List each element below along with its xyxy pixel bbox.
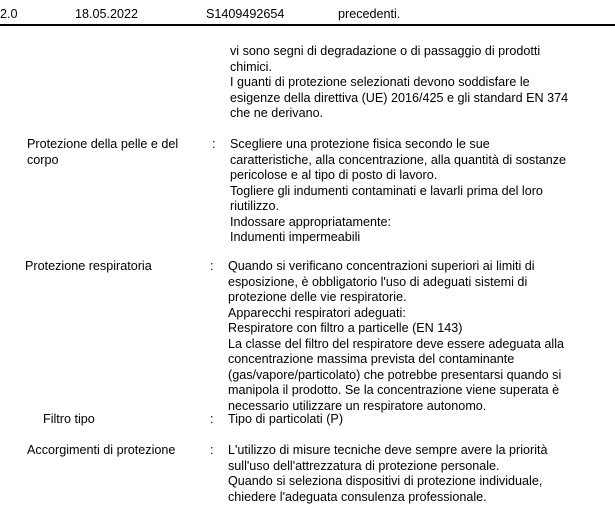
respiratory-protection-colon: : xyxy=(210,259,214,273)
text-line: che ne derivano. xyxy=(230,106,324,120)
label-line: corpo xyxy=(27,152,59,167)
text-line: riutilizzo. xyxy=(230,199,279,213)
respiratory-protection-text xyxy=(228,259,564,414)
text-line: Respiratore con filtro a particelle (EN 143) xyxy=(228,321,463,335)
text-line: protezione delle vie respiratorie. xyxy=(228,290,407,304)
text-line: necessario utilizzare un respiratore autonomo. xyxy=(228,398,487,413)
skin-protection-text xyxy=(230,137,566,246)
text-line: manipola il prodotto. Se la concentrazione viene superata è xyxy=(228,383,560,397)
text-line: chimici. xyxy=(230,59,272,74)
previous-version-note: precedenti. xyxy=(338,7,401,21)
text-line: caratteristiche, alla concentrazione, alla quantità di sostanze xyxy=(230,152,567,167)
filter-type-value: Tipo di particolati (P) xyxy=(228,412,344,426)
document-header xyxy=(0,0,615,26)
text-line: Apparecchi respiratori adeguati: xyxy=(228,305,406,320)
text-line: Quando si seleziona dispositivi di protezione individuale, xyxy=(228,474,543,488)
text-line: esigenze della direttiva (UE) 2016/425 e gli standard EN 374 xyxy=(230,90,569,105)
gloves-continuation-text xyxy=(230,44,568,122)
text-line: (gas/vapore/particolato) che potrebbe presentarsi quando si xyxy=(228,367,562,382)
text-line: chiedere l'adeguata consulenza professionale. xyxy=(228,489,487,504)
label-line: Protezione della pelle e del xyxy=(27,137,179,151)
text-line: concentrazione massima prevista del contaminante xyxy=(228,352,515,366)
text-line: Indumenti impermeabili xyxy=(230,230,361,244)
text-line: vi sono segni di degradazione o di passaggio di prodotti xyxy=(230,44,541,58)
filter-type-label: Filtro tipo xyxy=(43,412,95,426)
protection-measures-colon: : xyxy=(210,443,214,457)
revision-date: 18.05.2022 xyxy=(75,7,139,21)
text-line: I guanti di protezione selezionati devono soddisfare le xyxy=(230,75,530,89)
text-line: Quando si verificano concentrazioni superiori ai limiti di xyxy=(228,259,535,273)
text-line: Indossare appropriatamente: xyxy=(230,214,392,229)
text-line: La classe del filtro del respiratore deve essere adeguata alla xyxy=(228,336,565,351)
version-number: 2.0 xyxy=(0,7,18,21)
skin-protection-colon: : xyxy=(212,137,216,151)
respiratory-protection-label: Protezione respiratoria xyxy=(25,259,152,273)
text-line: L'utilizzo di misure tecniche deve sempre avere la priorità xyxy=(228,443,548,457)
text-line: Togliere gli indumenti contaminati e lavarli prima del loro xyxy=(230,183,543,198)
text-line: esposizione, è obbligatorio l'uso di adeguati sistemi di xyxy=(228,274,528,289)
skin-protection-label xyxy=(27,137,178,168)
text-line: Scegliere una protezione fisica secondo le sue xyxy=(230,137,490,151)
sds-number: S1409492654 xyxy=(206,7,285,21)
text-line: pericolose e al tipo di posto di lavoro. xyxy=(230,168,438,182)
protection-measures-label: Accorgimenti di protezione xyxy=(27,443,176,457)
filter-type-colon: : xyxy=(210,412,214,426)
text-line: sull'uso dell'attrezzatura di protezione personale. xyxy=(228,458,500,473)
protection-measures-text xyxy=(228,443,548,505)
